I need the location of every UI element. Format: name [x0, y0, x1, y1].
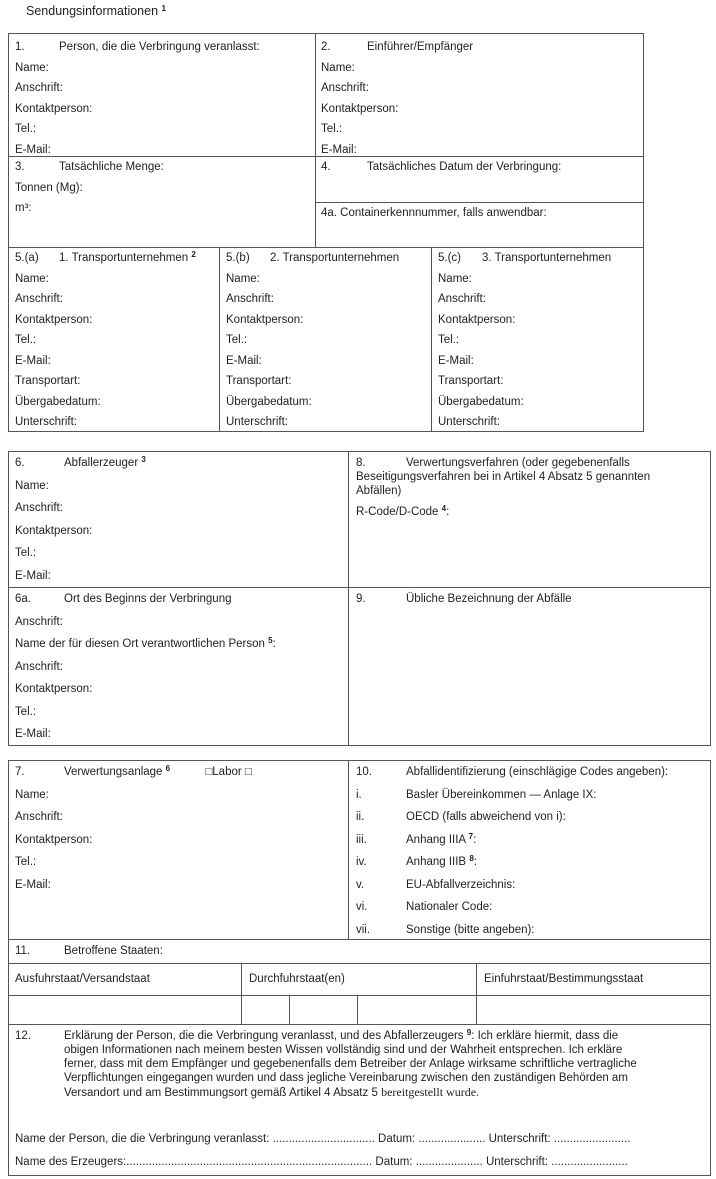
- waste-code-annex-iiia: iii. Anhang IIIA $^7$:: [356, 831, 477, 846]
- field-address: Anschrift:: [15, 82, 63, 94]
- section-1-heading: 1. Person, die die Verbringung veranlasst:: [15, 41, 260, 53]
- section-4-heading: 4. Tatsächliches Datum der Verbringung:: [321, 161, 562, 173]
- field-contact: Kontaktperson:: [15, 683, 93, 695]
- section-7: [15, 761, 252, 896]
- field-email: E-Mail:: [15, 728, 51, 740]
- field-email: E-Mail:: [15, 143, 51, 156]
- signature-line-producer: Name des Erzeugers:............................................................................. Datum: ..................... Unterschrift: ........................: [15, 1156, 628, 1168]
- waste-code-eu-list: v. EU-Abfallverzeichnis:: [356, 878, 516, 891]
- field-address: Anschrift:: [15, 615, 63, 628]
- field-r-d-code: R-Code/D-Code $^4$:: [356, 504, 450, 518]
- col-import-state: Einfuhrstaat/Bestimmungsstaat: [484, 973, 644, 985]
- field-tel: Tel.:: [15, 705, 37, 718]
- field-tel: Tel.:: [438, 334, 460, 346]
- form-title: Sendungsinformationen $^1$: [26, 4, 166, 18]
- field-address: Anschrift:: [438, 293, 486, 305]
- waste-code-national: vi. Nationaler Code:: [356, 901, 493, 913]
- section-6: [15, 452, 146, 587]
- field-name: Name:: [15, 61, 49, 74]
- section-12: [15, 1029, 637, 1100]
- section-4a-heading: 4a. Containerkennnummer, falls anwendbar:: [321, 207, 547, 219]
- field-signature: Unterschrift:: [15, 416, 77, 428]
- section-10-heading: 10. Abfallidentifizierung (einschlägige Codes angeben):: [356, 766, 669, 778]
- field-name: Name:: [438, 272, 472, 285]
- field-tel: Tel.:: [15, 547, 37, 559]
- field-transport-mode: Transportart:: [226, 375, 292, 387]
- field-contact: Kontaktperson:: [321, 102, 399, 115]
- declaration-line-2: obigen Informationen nach meinem besten Wissen vollständig sind und der Wahrheit entsprechen. Ich erkläre: [64, 1044, 623, 1056]
- field-handover-date: Übergabedatum:: [226, 395, 312, 408]
- section-8-heading: 8. Verwertungsverfahren (oder gegebenenfalls: [356, 457, 630, 469]
- field-name: Name:: [321, 61, 355, 74]
- field-tel: Tel.:: [15, 334, 37, 346]
- field-email: E-Mail:: [15, 354, 51, 367]
- section-7-heading: 7. Verwertungsanlage $^6$ □Labor □: [15, 764, 252, 778]
- section-2-heading: 2. Einführer/Empfänger: [321, 41, 474, 53]
- field-name: Name:: [15, 788, 49, 801]
- section-4: [321, 157, 561, 178]
- section-10: [356, 761, 668, 941]
- field-signature: Unterschrift:: [226, 416, 288, 428]
- field-contact: Kontaktperson:: [438, 313, 516, 326]
- signature-line-initiator: Name der Person, die die Verbringung veranlasst: ................................ Datum: ..................... Unterschrift: ........................: [15, 1133, 631, 1145]
- field-name: Name:: [226, 272, 260, 285]
- labor-checkbox[interactable]: □Labor □: [205, 766, 252, 778]
- field-m3: m³:: [15, 202, 32, 214]
- field-tel: Tel.:: [15, 856, 37, 868]
- field-signature: Unterschrift:: [438, 416, 500, 428]
- waste-code-other: vii. Sonstige (bitte angeben):: [356, 923, 535, 936]
- section-9: [356, 588, 572, 611]
- field-handover-date: Übergabedatum:: [438, 395, 524, 408]
- field-address: Anschrift:: [226, 293, 274, 305]
- section-1: [15, 37, 260, 160]
- field-tel: Tel.:: [15, 123, 37, 135]
- section-2: [321, 37, 473, 160]
- field-email: E-Mail:: [15, 569, 51, 582]
- section-5b-heading: 5.(b) 2. Transportunternehmen: [226, 252, 400, 264]
- declaration-line-4: Verpflichtungen eingegangen wurden und dass jegliche Vereinbarung zwischen den zuständigen Behörden am: [64, 1072, 628, 1084]
- field-contact: Kontaktperson:: [226, 313, 304, 326]
- declaration-line-5: Versandort und am Bestimmungsort gemäß Artikel 4 Absatz 5 bereitgestellt wurde.: [64, 1085, 480, 1099]
- waste-code-oecd: ii. OECD (falls abweichend von i):: [356, 811, 566, 823]
- field-address: Anschrift:: [15, 293, 63, 305]
- section-5a: [15, 248, 196, 433]
- field-responsible-person: Name der für diesen Ort verantwortlichen Person $^5$:: [15, 636, 276, 650]
- field-handover-date: Übergabedatum:: [15, 395, 101, 408]
- field-address: Anschrift:: [15, 502, 63, 514]
- waste-code-basel: i. Basler Übereinkommen — Anlage IX:: [356, 788, 597, 801]
- section-6-heading: 6. Abfallerzeuger $^3$: [15, 455, 146, 469]
- section-5a-heading: 5.(a) 1. Transportunternehmen $^2$: [15, 250, 196, 264]
- section-5c-heading: 5.(c) 3. Transportunternehmen: [438, 252, 612, 264]
- field-tel: Tel.:: [321, 123, 343, 135]
- field-tel: Tel.:: [226, 334, 248, 346]
- field-contact: Kontaktperson:: [15, 313, 93, 326]
- field-email: E-Mail:: [226, 354, 262, 367]
- field-address-2: Anschrift:: [15, 660, 63, 673]
- section-8-heading-2: Beseitigungsverfahren bei in Artikel 4 Absatz 5 genannten: [356, 471, 651, 483]
- declaration-line-3: ferner, dass mit dem Empfänger und gegebenenfalls dem Betreiber der Anlage wirksame schriftliche vertragliche: [64, 1058, 637, 1070]
- declaration-line-1: 12. Erklärung der Person, die die Verbringung veranlasst, und des Abfallerzeugers $^9$: Ich erkläre hiermit, dass die: [15, 1028, 619, 1042]
- section-5c: [438, 248, 611, 433]
- field-transport-mode: Transportart:: [438, 375, 504, 387]
- waste-code-annex-iiib: iv. Anhang IIIB $^8$:: [356, 854, 477, 868]
- field-tonnes: Tonnen (Mg):: [15, 181, 83, 194]
- field-name: Name:: [15, 479, 49, 492]
- section-9-heading: 9. Übliche Bezeichnung der Abfälle: [356, 593, 572, 605]
- section-6a: [15, 588, 276, 746]
- col-transit-states: Durchfuhrstaat(en): [249, 973, 345, 985]
- field-contact: Kontaktperson:: [15, 524, 93, 537]
- field-email: E-Mail:: [321, 143, 357, 156]
- field-name: Name:: [15, 272, 49, 285]
- section-4a: [321, 203, 547, 224]
- field-email: E-Mail:: [15, 878, 51, 891]
- field-address: Anschrift:: [321, 82, 369, 94]
- field-contact: Kontaktperson:: [15, 833, 93, 846]
- col-export-state: Ausfuhrstaat/Versandstaat: [15, 973, 150, 985]
- section-3: [15, 157, 164, 219]
- field-address: Anschrift:: [15, 811, 63, 823]
- field-email: E-Mail:: [438, 354, 474, 367]
- section-11-heading: 11. Betroffene Staaten:: [15, 945, 163, 957]
- section-3-heading: 3. Tatsächliche Menge:: [15, 161, 164, 173]
- section-5b: [226, 248, 399, 433]
- section-6a-heading: 6a. Ort des Beginns der Verbringung: [15, 593, 232, 605]
- section-8: [356, 456, 708, 518]
- field-transport-mode: Transportart:: [15, 375, 81, 387]
- section-8-heading-3: Abfällen): [356, 485, 402, 497]
- field-contact: Kontaktperson:: [15, 102, 93, 115]
